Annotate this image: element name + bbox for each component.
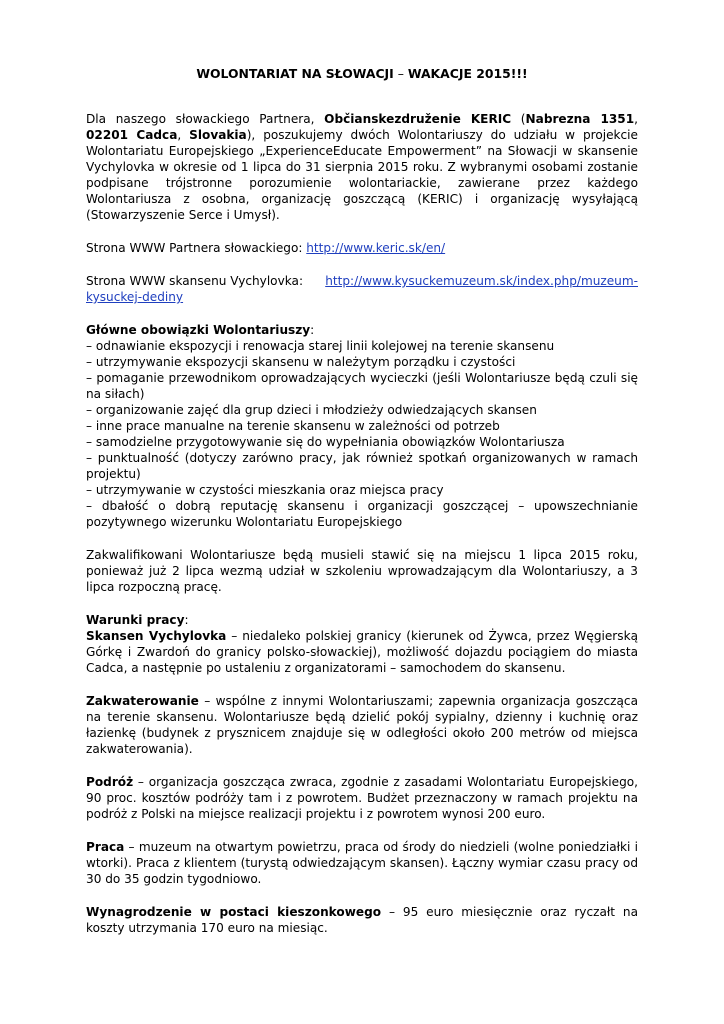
travel-text: – organizacja goszcząca zwraca, zgodnie z zasadami Wolontariatu Europejskiego, 90 proc. kosztów podróży tam i z powrotem. Budżet przeznaczony w ramach projektu na podróż z Polski na miejsce realizacji projektu i z powrotem wynosi 200 euro.: [86, 775, 638, 821]
museum-site-label: Strona WWW skansenu Vychylovka:: [86, 274, 304, 288]
travel-label: Podróż: [86, 775, 134, 789]
intro-paragraph: [86, 111, 638, 223]
duty-item: – pomaganie przewodnikom oprowadzających wycieczki (jeśli Wolontariusze będą czuli się na siłach): [86, 371, 638, 401]
partner-site-label: Strona WWW Partnera słowackiego:: [86, 241, 307, 255]
duty-item: – punktualność (dotyczy zarówno pracy, jak również spotkań organizowanych w ramach projektu): [86, 451, 638, 481]
intro-text-5: ), poszukujemy dwóch Wolontariuszy do udziału w projekcie Wolontariatu Europejskiego „ExperienceEducate Empowerment” na Słowacji w skansenie Vychylovka w okresie od 1 lipca do 31 sierpnia 2015 roku. Z wybranymi osobami zostanie podpisane trójstronne porozumienie wolontariackie, zawierane przez każdego Wolontariusza z osobna, organizację goszczącą (KERIC) i organizację wysyłającą (Stowarzyszenie Serce i Umysł).: [86, 128, 638, 222]
partner-name: Občianskezdruženie KERIC: [324, 112, 512, 126]
pay-paragraph: [86, 904, 638, 936]
travel-paragraph: [86, 774, 638, 822]
duty-item: – inne prace manualne na terenie skansenu w zależności od potrzeb: [86, 419, 500, 433]
accommodation-label: Zakwaterowanie: [86, 694, 199, 708]
document-title: [86, 66, 638, 82]
conditions-colon: :: [184, 613, 189, 627]
partner-site-line: [86, 240, 638, 256]
document-page: [86, 66, 638, 936]
duties-heading: Główne obowiązki Wolontariuszy: [86, 323, 311, 337]
arrival-paragraph: Zakwalifikowani Wolontariusze będą musieli stawić się na miejscu 1 lipca 2015 roku, ponieważ już 2 lipca wezmą udział w szkoleniu wprowadzającym dla Wolontariuszy, a 3 lipca rozpoczną pracę.: [86, 548, 638, 594]
duty-item: – samodzielne przygotowywanie się do wypełniania obowiązków Wolontariusza: [86, 435, 565, 449]
title-part-2: WAKACJE 2015!!!: [407, 66, 528, 81]
museum-site-link-part-2[interactable]: kysuckej-dediny: [86, 290, 184, 304]
partner-site-link[interactable]: http://www.keric.sk/en/: [306, 241, 446, 255]
partner-country: Slovakia: [189, 128, 247, 142]
accommodation-text: – wspólne z innymi Wolontariuszami; zapewnia organizacja goszcząca na terenie skansenu. Wolontariusze będą dzielić pokój sypialny, dzienny i kuchnię oraz łazienkę (budynek z prysznicem znajduje się w odległości około 200 metrów od miejsca zakwaterowania).: [86, 694, 638, 756]
duty-item: – dbałość o dobrą reputację skansenu i organizacji goszczącej – upowszechnianie pozytywnego wizerunku Wolontariatu Europejskiego: [86, 499, 638, 529]
museum-site-line: [86, 273, 638, 289]
partner-zip-city: 02201 Cadca: [86, 128, 178, 142]
intro-text-1: Dla naszego słowackiego Partnera,: [86, 112, 325, 126]
work-label: Praca: [86, 840, 125, 854]
intro-text-3: ,: [634, 112, 638, 126]
location-paragraph: [86, 628, 638, 676]
duty-item: – utrzymywanie ekspozycji skansenu w należytym porządku i czystości: [86, 355, 516, 369]
duty-item: – organizowanie zajęć dla grup dzieci i młodzieży odwiedzających skansen: [86, 403, 537, 417]
conditions-heading-line: [86, 612, 638, 628]
duties-list: [86, 338, 638, 530]
location-text: – niedaleko polskiej granicy (kierunek od Żywca, przez Węgierską Górkę i Zwardoń do granicy polsko-słowackiej), możliwość dojazdu pociągiem do miasta Cadca, a następnie po ustaleniu z organizatorami – samochodem do skansenu.: [86, 629, 638, 675]
duty-item: – odnawianie ekspozycji i renowacja starej linii kolejowej na terenie skansenu: [86, 339, 555, 353]
duties-heading-line: [86, 322, 638, 338]
location-label: Skansen Vychylovka: [86, 629, 227, 643]
accommodation-paragraph: [86, 693, 638, 757]
intro-text-4: ,: [177, 128, 190, 142]
duty-item: – utrzymywanie w czystości mieszkania oraz miejsca pracy: [86, 483, 444, 497]
work-text: – muzeum na otwartym powietrzu, praca od środy do niedzieli (wolne poniedziałki i wtorki). Praca z klientem (turystą odwiedzającym skansen). Łączny wymiar czasu pracy od 30 do 35 godzin tygodniowo.: [86, 840, 638, 886]
museum-site-link-part-1[interactable]: http://www.kysuckemuzeum.sk/index.php/muzeum-: [325, 274, 638, 288]
partner-street: Nabrezna 1351: [525, 112, 635, 126]
pay-label: Wynagrodzenie w postaci kieszonkowego: [86, 905, 382, 919]
pay-text: – 95 euro miesięcznie oraz ryczałt na koszty utrzymania 170 euro na miesiąc.: [86, 905, 639, 935]
work-paragraph: [86, 839, 638, 887]
conditions-heading: Warunki pracy: [86, 613, 185, 627]
title-part-1: WOLONTARIAT NA SŁOWACJI: [196, 66, 394, 81]
title-dash: –: [393, 66, 408, 81]
duties-colon: :: [310, 323, 315, 337]
intro-text-2: (: [511, 112, 526, 126]
